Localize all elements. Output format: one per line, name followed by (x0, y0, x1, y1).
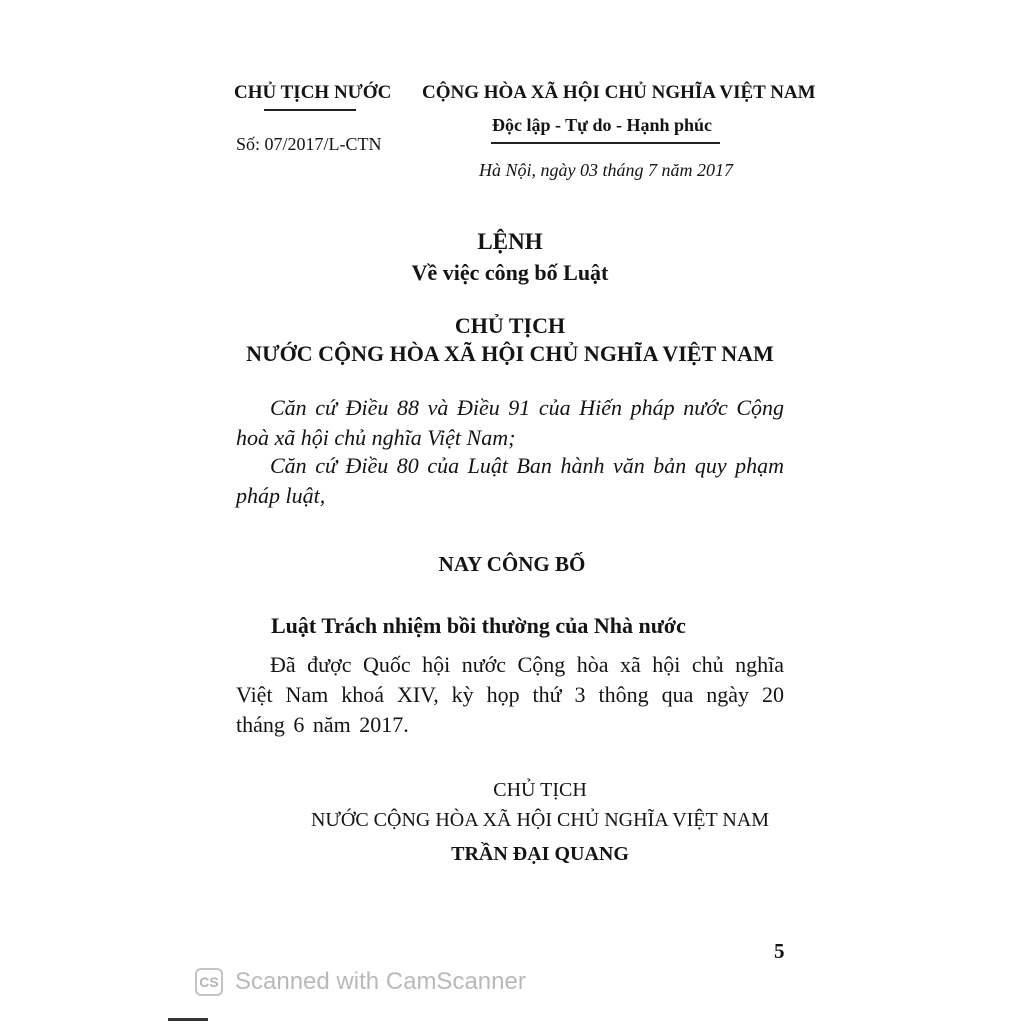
national-motto: Độc lập - Tự do - Hạnh phúc (492, 115, 713, 135)
legal-basis-paragraph: Căn cứ Điều 88 và Điều 91 của Hiến pháp nước Cộng hoà xã hội chủ nghĩa Việt Nam; (236, 395, 784, 450)
legal-basis-paragraph: Căn cứ Điều 80 của Luật Ban hành văn bản quy phạm pháp luật, (236, 453, 784, 508)
motto-underline (491, 142, 720, 144)
document-subtitle: Về việc công bố Luật (411, 260, 609, 285)
issuer-heading: CHỦ TỊCH NƯỚC (234, 82, 392, 103)
document-number: Số: 07/2017/L-CTN (236, 134, 382, 154)
issuer-underline (264, 109, 356, 111)
signer-name: TRẦN ĐẠI QUANG (451, 843, 629, 865)
authority-name: NƯỚC CỘNG HÒA XÃ HỘI CHỦ NGHĨA VIỆT NAM (246, 341, 774, 366)
place-and-date: Hà Nội, ngày 03 tháng 7 năm 2017 (479, 160, 733, 180)
camscanner-logo-icon: CS (195, 968, 223, 996)
signer-title: CHỦ TỊCH (493, 779, 587, 801)
announcement-heading: NAY CÔNG BỐ (438, 552, 586, 576)
law-passage-paragraph: Đã được Quốc hội nước Cộng hòa xã hội chủ nghĩa Việt Nam khoá XIV, kỳ họp thứ 3 thông qua ngày 20 tháng 6 năm 2017. (236, 652, 784, 737)
document-title: LỆNH (477, 229, 543, 254)
scan-edge-mark (168, 1018, 208, 1021)
law-name: Luật Trách nhiệm bồi thường của Nhà nước (271, 613, 686, 638)
page-number: 5 (774, 939, 785, 963)
nation-heading: CỘNG HÒA XÃ HỘI CHỦ NGHĨA VIỆT NAM (422, 82, 816, 103)
authority-title: CHỦ TỊCH (454, 313, 566, 338)
signer-organization: NƯỚC CỘNG HÒA XÃ HỘI CHỦ NGHĨA VIỆT NAM (310, 809, 770, 831)
scanner-watermark: Scanned with CamScanner (235, 968, 526, 995)
